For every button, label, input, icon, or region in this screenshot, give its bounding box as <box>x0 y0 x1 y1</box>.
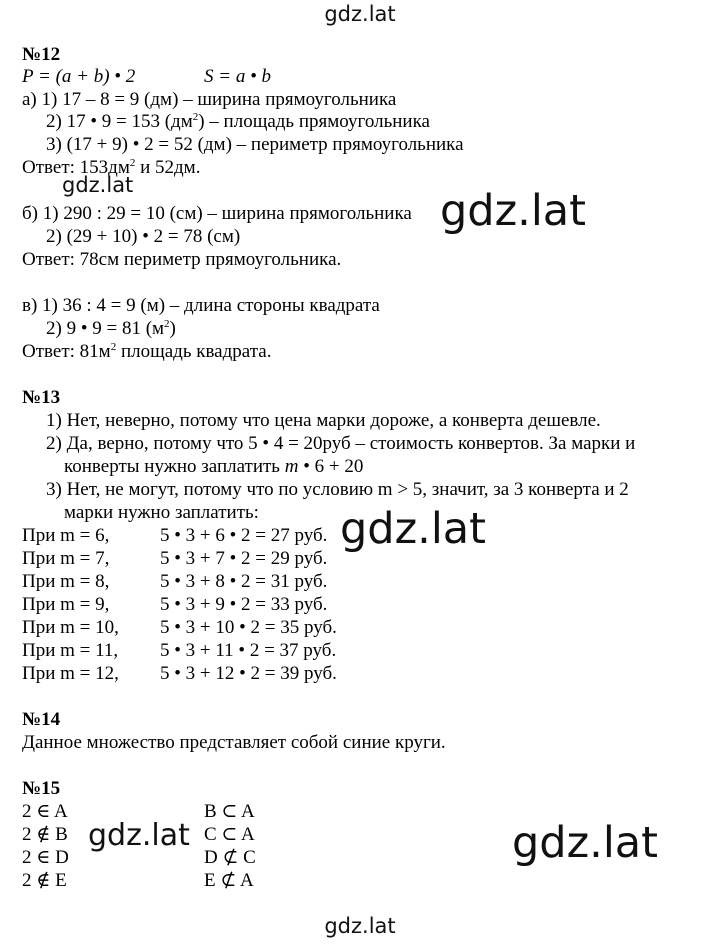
task12-c-step1: в) 1) 36 : 4 = 9 (м) – длина стороны квадрата <box>22 295 380 316</box>
watermark-medium: gdz.lat <box>88 818 190 853</box>
task13-row-expr: 5 • 3 + 7 • 2 = 29 руб. <box>160 548 328 569</box>
task15-left: 2 ∈ A <box>22 801 68 822</box>
task13-line4: 3) Нет, не могут, потому что по условию m > 5, значит, за 3 конверта и 2 <box>46 479 629 500</box>
task15-left: 2 ∉ B <box>22 824 68 845</box>
task15-right: B ⊂ A <box>204 801 255 822</box>
formula-perimeter: P = (a + b) • 2 <box>22 66 136 87</box>
watermark-bottom: gdz.lat <box>324 914 396 938</box>
task12-a-step2: 2) 17 • 9 = 153 $(дм^2)$ – площадь прямоугольника <box>46 111 430 132</box>
task15-right: E ⊄ A <box>204 870 254 891</box>
task13-row-cond: При m = 8, <box>22 571 110 592</box>
task13-row-cond: При m = 11, <box>22 640 119 661</box>
watermark-top: gdz.lat <box>324 2 396 26</box>
task13-row-expr: 5 • 3 + 6 • 2 = 27 руб. <box>160 525 328 546</box>
task13-line2: 2) Да, верно, потому что 5 • 4 = 20руб – стоимость конвертов. За марки и <box>46 433 636 454</box>
task13-row-cond: При m = 9, <box>22 594 110 615</box>
task12-b-step1: б) 1) 290 : 29 = 10 (см) – ширина прямогольника <box>22 203 412 224</box>
task15-right: D ⊄ C <box>204 847 256 868</box>
task13-row-cond: При m = 10, <box>22 617 119 638</box>
task15-right: C ⊂ A <box>204 824 255 845</box>
watermark-large: gdz.lat <box>512 818 658 868</box>
task14-text: Данное множество представляет собой синие круги. <box>22 732 446 753</box>
task13-row-expr: 5 • 3 + 11 • 2 = 37 руб. <box>160 640 337 661</box>
task12-a-answer: Ответ: $153дм^2$ и 52дм. <box>22 157 201 178</box>
task13-heading: №13 <box>22 387 61 408</box>
task13-row-expr: 5 • 3 + 9 • 2 = 33 руб. <box>160 594 328 615</box>
task13-line1: 1) Нет, неверно, потому что цена марки дороже, а конверта дешевле. <box>46 410 601 431</box>
task15-heading: №15 <box>22 778 61 799</box>
task13-line5: марки нужно заплатить: <box>64 502 259 523</box>
task13-row-cond: При m = 12, <box>22 663 119 684</box>
task13-row-expr: 5 • 3 + 12 • 2 = 39 руб. <box>160 663 337 684</box>
task13-row-cond: При m = 7, <box>22 548 110 569</box>
task14-heading: №14 <box>22 709 61 730</box>
task13-line3: конверты нужно заплатить m • 6 + 20 <box>64 456 364 477</box>
task12-c-answer: Ответ: $81м^2$ площадь квадрата. <box>22 341 272 362</box>
watermark-small: gdz.lat <box>62 173 134 197</box>
task12-b-step2: 2) (29 + 10) • 2 = 78 (см) <box>46 226 241 247</box>
watermark-large: gdz.lat <box>340 504 486 554</box>
task15-left: 2 ∉ E <box>22 870 67 891</box>
task12-a-step1: а) 1) 17 – 8 = 9 (дм) – ширина прямоугольника <box>22 89 397 110</box>
task15-left: 2 ∈ D <box>22 847 69 868</box>
task12-b-answer: Ответ: 78см периметр прямоугольника. <box>22 249 342 270</box>
task12-c-step2: 2) 9 • 9 = 81 $(м^2)$ <box>46 318 176 339</box>
task13-row-expr: 5 • 3 + 10 • 2 = 35 руб. <box>160 617 337 638</box>
formula-area: S = a • b <box>204 66 271 87</box>
task13-row-expr: 5 • 3 + 8 • 2 = 31 руб. <box>160 571 328 592</box>
task12-a-step3: 3) (17 + 9) • 2 = 52 (дм) – периметр прямоугольника <box>46 134 464 155</box>
task13-row-cond: При m = 6, <box>22 525 110 546</box>
task12-heading: №12 <box>22 44 61 65</box>
watermark-large: gdz.lat <box>440 186 586 236</box>
